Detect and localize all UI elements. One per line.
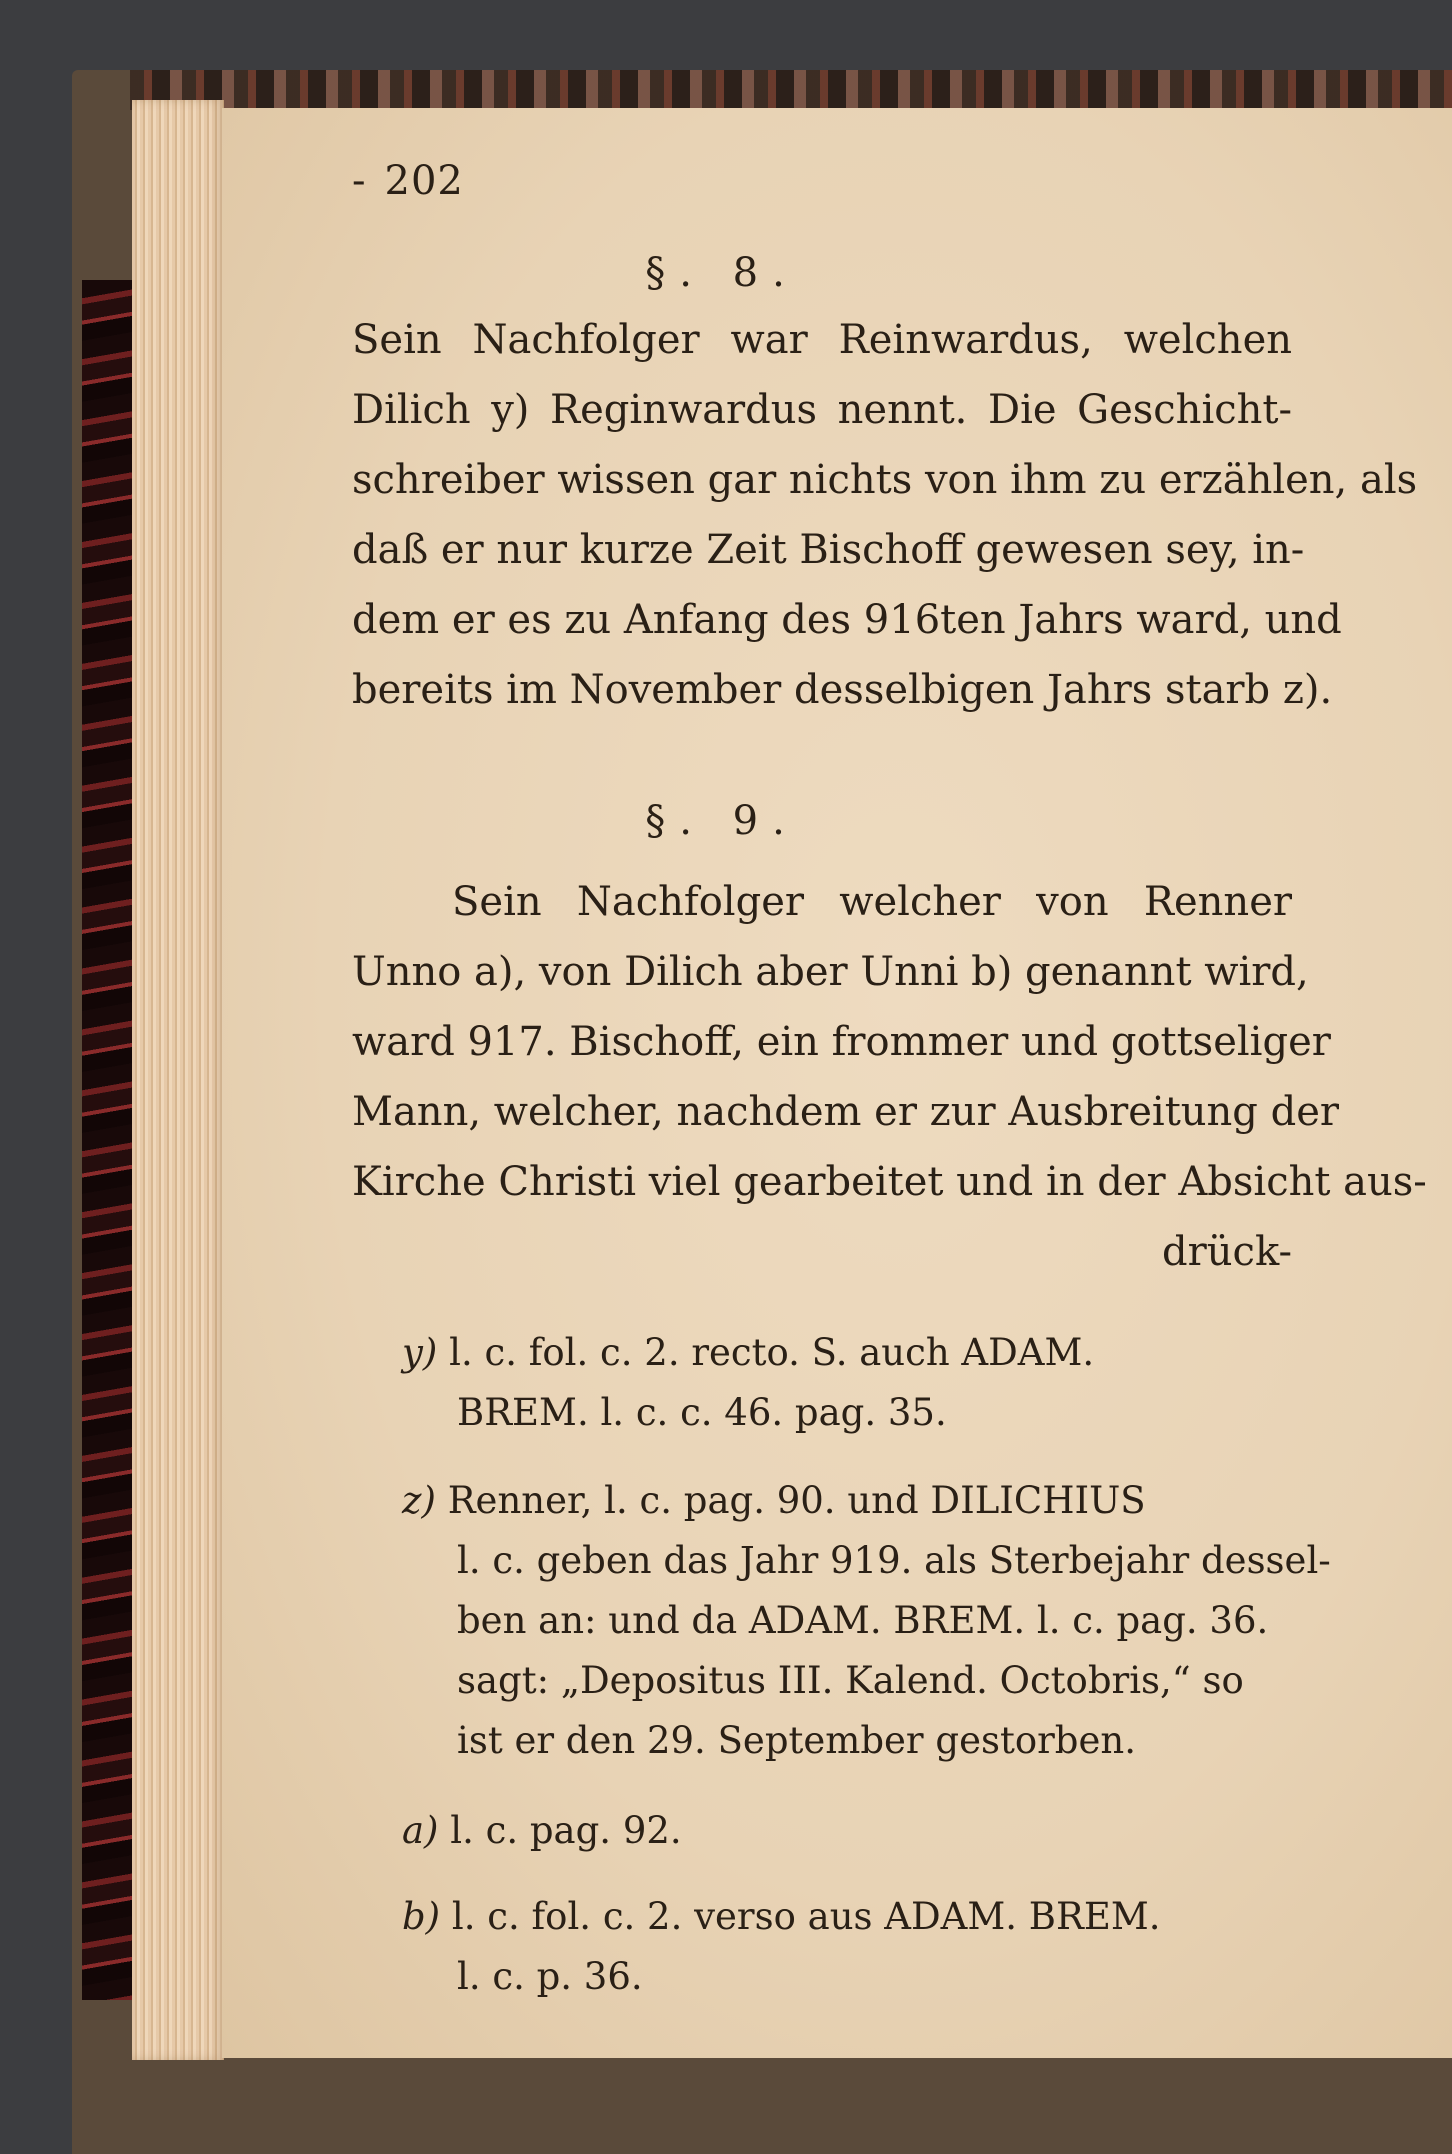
- paragraph-line: daß er nur kurze Zeit Bischoff gewesen sey, in-: [352, 527, 1305, 573]
- footnote-a: [402, 1808, 1342, 1854]
- footnote-mark: a): [402, 1809, 439, 1852]
- page-number-value: 202: [384, 158, 464, 204]
- paragraph-line: Unno a), von Dilich aber Unni b) genannt wird,: [352, 949, 1309, 995]
- paragraph-line: ward 917. Bischoff, ein frommer und gottseliger: [352, 1019, 1331, 1065]
- footnote-z-cont: l. c. geben das Jahr 919. als Sterbejahr dessel-: [457, 1539, 1331, 1582]
- footnote-text: Renner, l. c. pag. 90. und DILICHIUS: [447, 1479, 1146, 1522]
- footnote-z-cont: ist er den 29. September gestorben.: [457, 1719, 1136, 1762]
- footnote-z-cont: sagt: „Depositus III. Kalend. Octobris,“ so: [457, 1659, 1244, 1702]
- footnote-text: l. c. fol. c. 2. verso aus ADAM. BREM.: [451, 1895, 1161, 1938]
- footnote-mark: y): [402, 1331, 438, 1374]
- paragraph-line: bereits im November desselbigen Jahrs starb z).: [352, 667, 1333, 713]
- footnote-text: l. c. pag. 92.: [450, 1809, 682, 1852]
- book-page: [222, 108, 1452, 2058]
- footnote-y: [402, 1330, 1342, 1376]
- paragraph-line: dem er es zu Anfang des 916ten Jahrs ward, und: [352, 597, 1342, 643]
- paragraph-line: Mann, welcher, nachdem er zur Ausbreitung der: [352, 1089, 1340, 1135]
- marbled-endpaper: [82, 280, 134, 2000]
- footnote-mark: z): [402, 1479, 436, 1522]
- section-heading-8: §. 8.: [645, 250, 799, 296]
- footnote-b: [402, 1894, 1342, 1940]
- catchword: drück-: [1162, 1229, 1292, 1275]
- page-number-dash: -: [352, 158, 367, 204]
- paragraph-line: Kirche Christi viel gearbeitet und in der Absicht aus-: [352, 1159, 1427, 1205]
- page-number: [352, 158, 464, 204]
- section-heading-9: §. 9.: [645, 798, 799, 844]
- paragraph-line: Dilich y) Reginwardus nennt. Die Geschicht-: [352, 387, 1292, 433]
- paragraph-line: schreiber wissen gar nichts von ihm zu erzählen, als: [352, 457, 1418, 503]
- footnote-z: [402, 1478, 1342, 1524]
- footnote-text: l. c. fol. c. 2. recto. S. auch ADAM.: [449, 1331, 1095, 1374]
- paragraph-line: Sein Nachfolger welcher von Renner: [452, 879, 1292, 925]
- footnote-z-cont: ben an: und da ADAM. BREM. l. c. pag. 36.: [457, 1599, 1269, 1642]
- footnote-b-cont: l. c. p. 36.: [457, 1955, 643, 1998]
- page-block-edges: [132, 100, 224, 2060]
- footnote-y-cont: BREM. l. c. c. 46. pag. 35.: [457, 1391, 947, 1434]
- paragraph-line: Sein Nachfolger war Reinwardus, welchen: [352, 317, 1292, 363]
- footnote-mark: b): [402, 1895, 441, 1938]
- book-top-edge: [130, 70, 1452, 110]
